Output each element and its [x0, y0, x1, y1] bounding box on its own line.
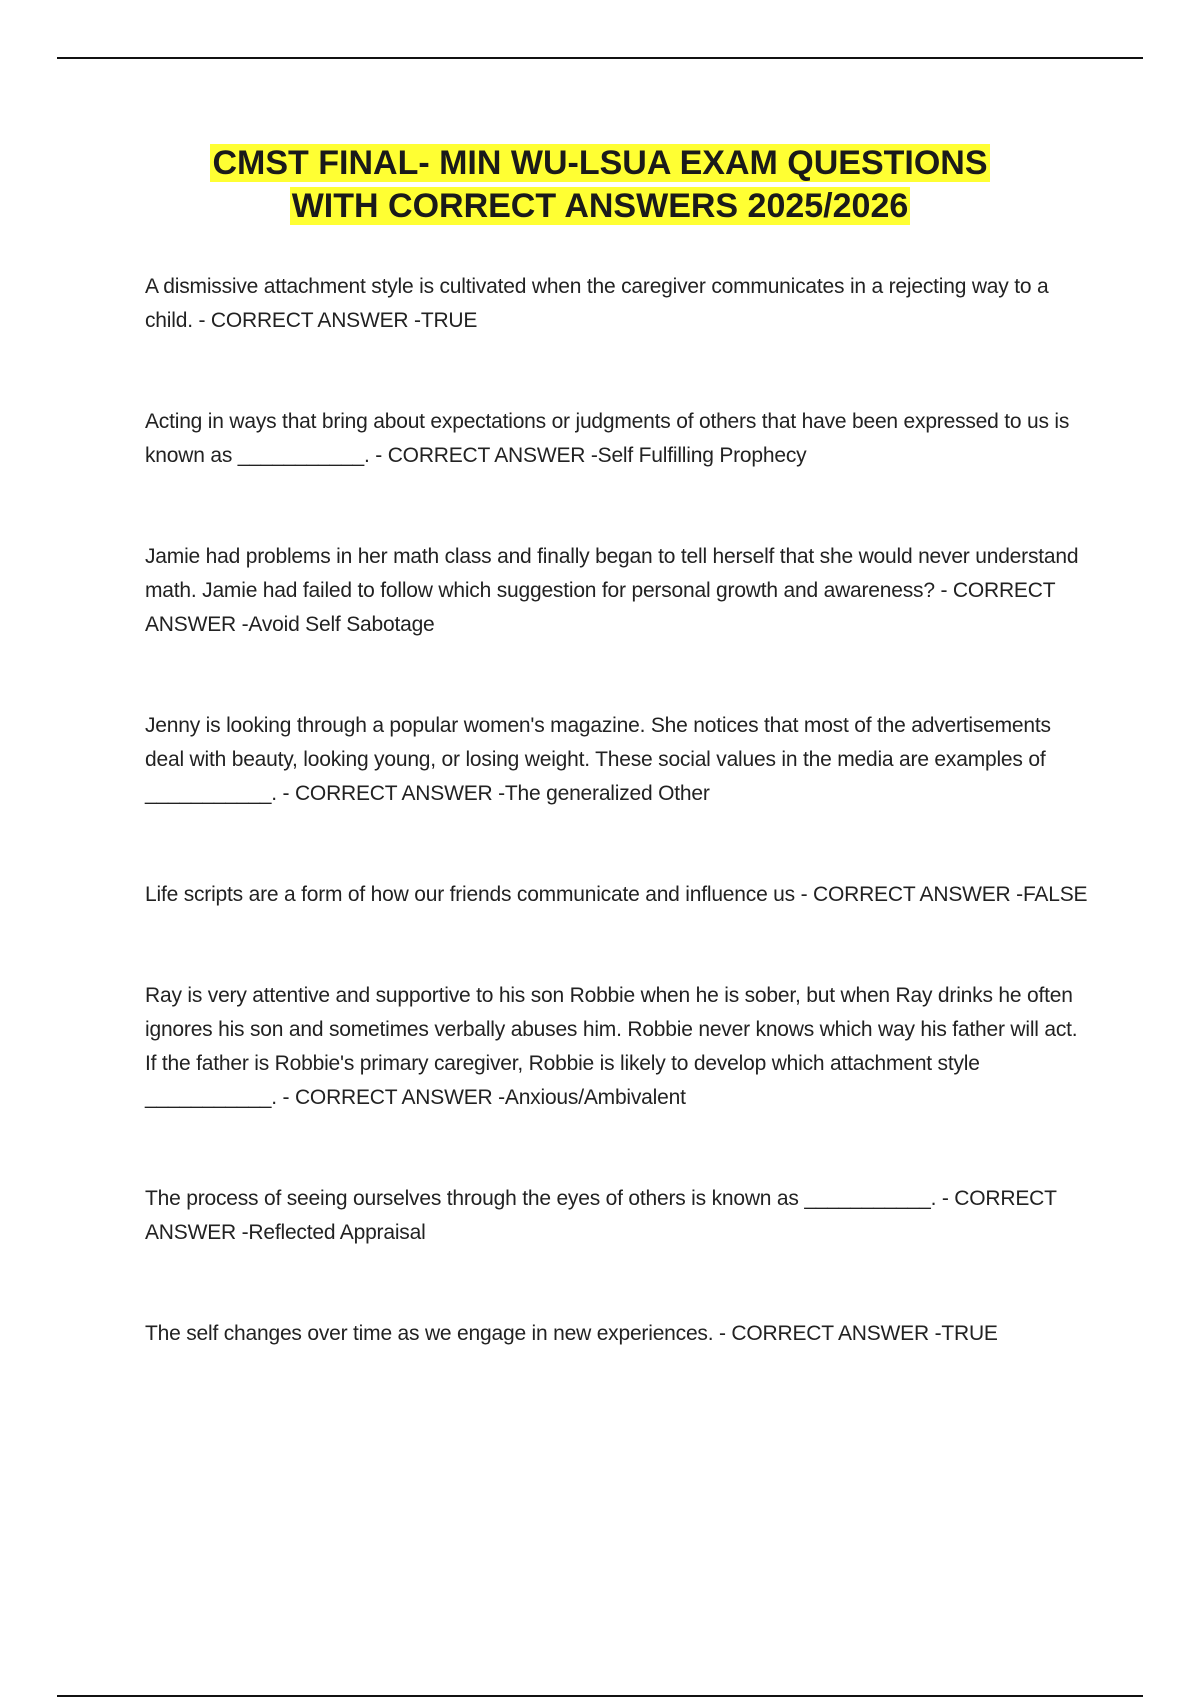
top-rule: [57, 57, 1143, 59]
question-item: Jenny is looking through a popular women's magazine. She notices that most of the advertisements deal with beauty, looking young, or losing weight. These social values in the media are examples of ___________. - CORRECT ANSWER -The generalized Other: [145, 714, 1051, 805]
question-item: Ray is very attentive and supportive to his son Robbie when he is sober, but when Ray drinks he often ignores his son and sometimes verbally abuses him. Robbie never knows which way his father will act. If the father is Robbie's primary caregiver, Robbie is likely to develop which attachment style ___________. - CORRECT ANSWER -Anxious/Ambivalent: [145, 984, 1078, 1109]
question-item: Life scripts are a form of how our friends communicate and influence us - CORRECT ANSWER -FALSE: [145, 883, 1088, 906]
question-item: Acting in ways that bring about expectations or judgments of others that have been expressed to us is known as ___________. - CORRECT ANSWER -Self Fulfilling Prophecy: [145, 410, 1070, 467]
title-line-1: CMST FINAL- MIN WU-LSUA EXAM QUESTIONS: [212, 144, 988, 182]
question-item: The process of seeing ourselves through the eyes of others is known as ___________. - CORRECT ANSWER -Reflected Appraisal: [145, 1187, 1057, 1244]
question-item: A dismissive attachment style is cultivated when the caregiver communicates in a rejecting way to a child. - CORRECT ANSWER -TRUE: [145, 275, 1049, 332]
question-list: [145, 270, 1090, 1418]
question-item: Jamie had problems in her math class and finally began to tell herself that she would never understand math. Jamie had failed to follow which suggestion for personal growth and awareness? - CORRECT ANSWER -Avoid Self Sabotage: [145, 545, 1079, 636]
bottom-rule: [57, 1695, 1143, 1697]
question-item: The self changes over time as we engage in new experiences. - CORRECT ANSWER -TRUE: [145, 1322, 998, 1345]
title-line-2: WITH CORRECT ANSWERS 2025/2026: [291, 187, 909, 225]
page-title: [57, 142, 1143, 228]
